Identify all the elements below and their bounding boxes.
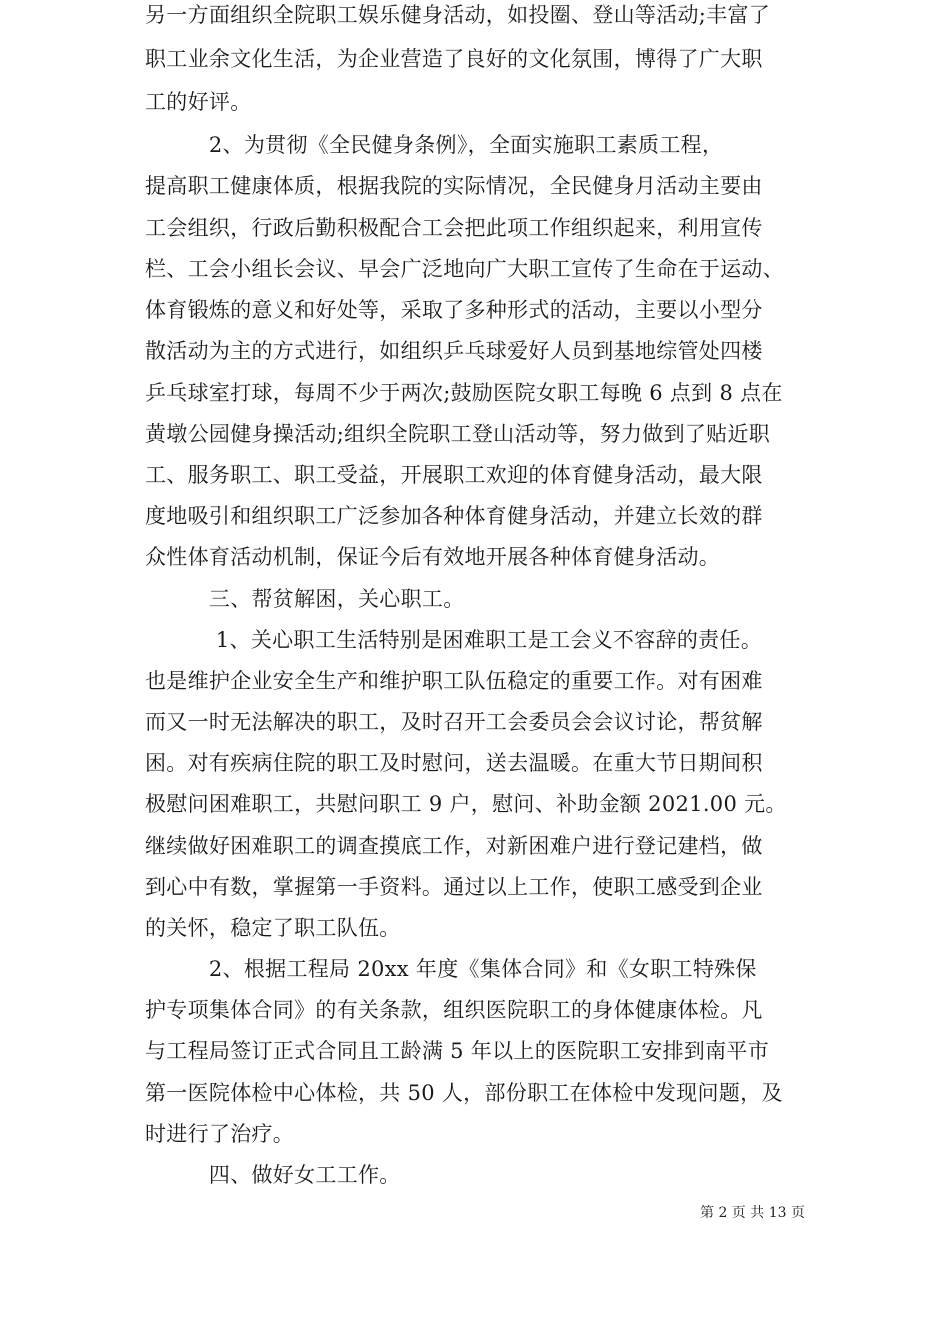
text-line: 也是维护企业安全生产和维护职工队伍稳定的重要工作。对有困难 [145,669,763,693]
section-heading: 三、帮贫解困，关心职工。 [145,587,465,611]
text-line: 工、服务职工、职工受益，开展职工欢迎的体育健身活动，最大限 [145,463,763,487]
text-line: 散活动为主的方式进行，如组织乒乓球爱好人员到基地综管处四楼 [145,339,763,363]
text-line: 到心中有数，掌握第一手资料。通过以上工作，使职工感受到企业 [145,875,763,899]
text-line: 与工程局签订正式合同且工龄满 5 年以上的医院职工安排到南平市 [145,1039,770,1063]
text-line: 1、关心职工生活特别是困难职工是工会义不容辞的责任。 [145,628,763,652]
page-number: 第 2 页 共 13 页 [700,1205,805,1221]
text-line: 乒乓球室打球，每周不少于两次;鼓励医院女职工每晚 6 点到 8 点在 [145,381,783,405]
text-line: 困。对有疾病住院的职工及时慰问，送去温暖。在重大节日期间积 [145,751,763,775]
text-line: 2、为贯彻《全民健身条例》，全面实施职工素质工程， [145,133,724,157]
text-line: 工会组织，行政后勤积极配合工会把此项工作组织起来，利用宣传 [145,216,763,240]
text-line: 黄墩公园健身操活动;组织全院职工登山活动等，努力做到了贴近职 [145,422,771,446]
text-line: 另一方面组织全院职工娱乐健身活动，如投圈、登山等活动;丰富了 [145,3,771,27]
text-line: 2、根据工程局 20xx 年度《集体合同》和《女职工特殊保 [145,957,757,981]
text-line: 极慰问困难职工，共慰问职工 9 户，慰问、补助金额 2021.00 元。 [145,792,787,816]
text-line: 体育锻炼的意义和好处等，采取了多种形式的活动，主要以小型分 [145,298,763,322]
text-line: 职工业余文化生活，为企业营造了良好的文化氛围，博得了广大职 [145,47,763,71]
text-line: 栏、工会小组长会议、早会广泛地向广大职工宣传了生命在于运动、 [145,257,784,281]
text-line: 而又一时无法解决的职工，及时召开工会委员会会议讨论，帮贫解 [145,710,763,734]
text-line: 继续做好困难职工的调查摸底工作，对新困难户进行登记建档，做 [145,834,763,858]
text-line: 的关怀，稳定了职工队伍。 [145,916,401,940]
text-line: 度地吸引和组织职工广泛参加各种体育健身活动，并建立长效的群 [145,504,763,528]
text-line: 第一医院体检中心体检，共 50 人，部份职工在体检中发现问题，及 [145,1081,783,1105]
text-line: 提高职工健康体质，根据我院的实际情况，全民健身月活动主要由 [145,174,763,198]
text-line: 护专项集体合同》的有关条款，组织医院职工的身体健康体检。凡 [145,998,763,1022]
text-line: 工的好评。 [145,90,252,114]
text-line: 时进行了治疗。 [145,1122,295,1146]
section-heading: 四、做好女工工作。 [145,1163,401,1187]
text-line: 众性体育活动机制，保证今后有效地开展各种体育健身活动。 [145,545,721,569]
